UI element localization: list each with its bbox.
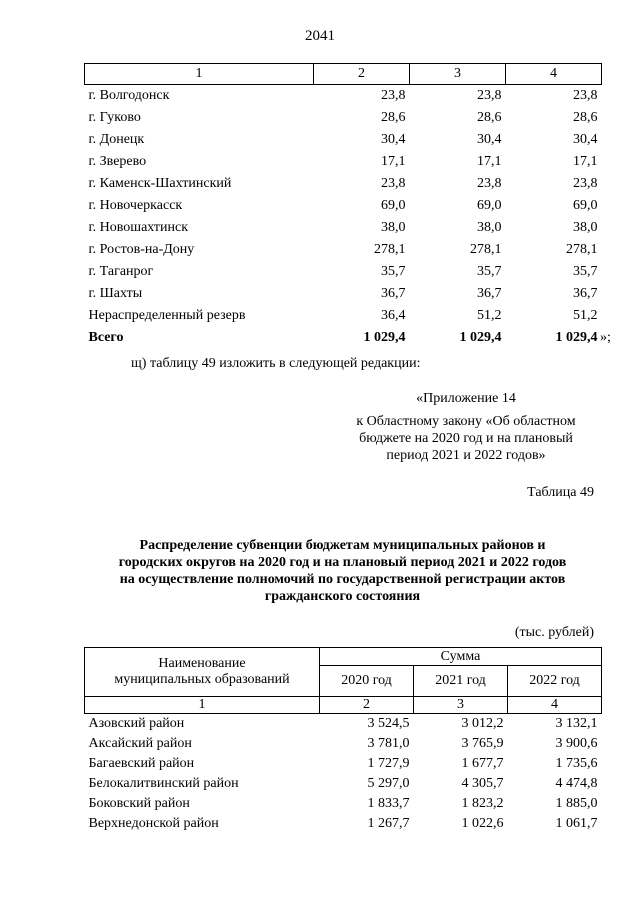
header-municipality [85,648,320,697]
row-name: г. Каменск-Шахтинский [88,176,232,191]
table-row [85,261,602,283]
value-2020: 36,7 [381,286,406,301]
row-name: г. Ростов-на-Дону [88,242,195,257]
header-line: Наименование [158,656,246,671]
table-row [85,283,602,305]
value-2021: 3 765,9 [461,736,504,751]
total-2022: 1 029,4 [555,330,598,345]
table-row [85,195,602,217]
table-row [85,217,602,239]
value-2021: 17,1 [477,154,502,169]
table-number: Таблица 49 [527,485,594,500]
row-name: Белокалитвинский район [88,776,239,791]
appendix-line: период 2021 и 2022 годов» [386,448,546,463]
table-row [85,129,602,151]
value-2021: 1 677,7 [461,756,504,771]
value-2020: 17,1 [381,154,406,169]
row-name: Аксайский район [88,736,192,751]
value-2021: 51,2 [477,308,502,323]
row-name: Нераспределенный резерв [88,308,246,323]
value-2020: 5 297,0 [367,776,410,791]
continued-table [84,63,602,349]
value-2022: 30,4 [573,132,598,147]
closing-quote: »; [600,330,611,345]
value-2021: 1 022,6 [461,816,504,831]
table-row [85,239,602,261]
title-line: гражданского состояния [264,589,421,604]
table-row [85,774,602,794]
value-2022: 278,1 [566,242,598,257]
value-2021: 1 823,2 [461,796,504,811]
value-2020: 69,0 [381,198,406,213]
total-2021: 1 029,4 [459,330,502,345]
value-2020: 3 781,0 [367,736,410,751]
value-2020: 1 833,7 [367,796,410,811]
row-name: г. Зверево [88,154,147,169]
value-2022: 35,7 [573,264,598,279]
value-2022: 1 885,0 [555,796,598,811]
column-number-row [85,697,602,714]
appendix-reference [338,390,594,464]
header-year-2022: 2022 год [508,666,602,697]
value-2020: 30,4 [381,132,406,147]
value-2021: 23,8 [477,176,502,191]
column-number: 2 [320,697,414,714]
value-2021: 69,0 [477,198,502,213]
appendix-title: «Приложение 14 [416,391,516,406]
value-2022: 36,7 [573,286,598,301]
value-2020: 36,4 [381,308,406,323]
value-2020: 23,8 [381,176,406,191]
value-2022: 69,0 [573,198,598,213]
column-number: 3 [414,697,508,714]
value-2021: 36,7 [477,286,502,301]
value-2021: 38,0 [477,220,502,235]
units-label: (тыс. рублей) [514,625,594,640]
value-2020: 28,6 [381,110,406,125]
total-label: Всего [88,330,124,345]
header-year-2020: 2020 год [320,666,414,697]
header-year-2021: 2021 год [414,666,508,697]
title-line: на осуществление полномочий по государственной регистрации актов [119,572,566,587]
row-name: г. Гуково [88,110,141,125]
row-name: г. Новошахтинск [88,220,189,235]
table-title [84,537,601,605]
table-row [85,814,602,834]
row-name: г. Шахты [88,286,143,301]
total-row [85,327,602,349]
table-row [85,734,602,754]
value-2020: 38,0 [381,220,406,235]
row-name: г. Волгодонск [88,88,170,103]
amendment-instruction: щ) таблицу 49 изложить в следующей редакции: [131,356,421,371]
column-number: 1 [85,697,320,714]
table-row [85,714,602,735]
title-line: Распределение субвенции бюджетам муниципальных районов и [139,538,546,553]
table-row [85,794,602,814]
value-2020: 1 727,9 [367,756,410,771]
value-2022: 3 900,6 [555,736,598,751]
value-2022: 1 735,6 [555,756,598,771]
value-2022: 3 132,1 [555,716,598,731]
row-name: г. Таганрог [88,264,154,279]
column-number: 4 [508,697,602,714]
value-2020: 35,7 [381,264,406,279]
value-2022: 17,1 [573,154,598,169]
header-sum: Сумма [320,648,602,666]
row-name: Верхнедонской район [88,816,219,831]
value-2022: 4 474,8 [555,776,598,791]
table-row [85,305,602,327]
column-number: 2 [314,64,410,85]
header-line: муниципальных образований [114,672,290,687]
column-number: 3 [410,64,506,85]
value-2021: 23,8 [477,88,502,103]
row-name: г. Донецк [88,132,145,147]
total-2020: 1 029,4 [363,330,406,345]
table-row [85,173,602,195]
column-number-row [85,64,602,85]
value-2022: 28,6 [573,110,598,125]
value-2021: 30,4 [477,132,502,147]
row-name: Боковский район [88,796,190,811]
value-2021: 4 305,7 [461,776,504,791]
value-2020: 1 267,7 [367,816,410,831]
title-line: городских округов на 2020 год и на плановый период 2021 и 2022 годов [118,555,567,570]
value-2021: 278,1 [470,242,502,257]
value-2022: 23,8 [573,88,598,103]
value-2021: 3 012,2 [461,716,504,731]
value-2020: 278,1 [374,242,406,257]
value-2020: 3 524,5 [367,716,410,731]
value-2022: 38,0 [573,220,598,235]
table-row [85,151,602,173]
row-name: Багаевский район [88,756,195,771]
table-row [85,107,602,129]
appendix-line: к Областному закону «Об областном [356,414,576,429]
value-2022: 1 061,7 [555,816,598,831]
value-2021: 35,7 [477,264,502,279]
appendix-line: бюджете на 2020 год и на плановый [359,431,573,446]
value-2021: 28,6 [477,110,502,125]
column-number: 4 [506,64,602,85]
column-number: 1 [85,64,314,85]
table-row [85,85,602,108]
value-2020: 23,8 [381,88,406,103]
row-name: г. Новочеркасск [88,198,183,213]
row-name: Азовский район [88,716,185,731]
value-2022: 51,2 [573,308,598,323]
page-number: 2041 [305,28,335,44]
table-row [85,754,602,774]
value-2022: 23,8 [573,176,598,191]
subvention-table [84,647,602,834]
